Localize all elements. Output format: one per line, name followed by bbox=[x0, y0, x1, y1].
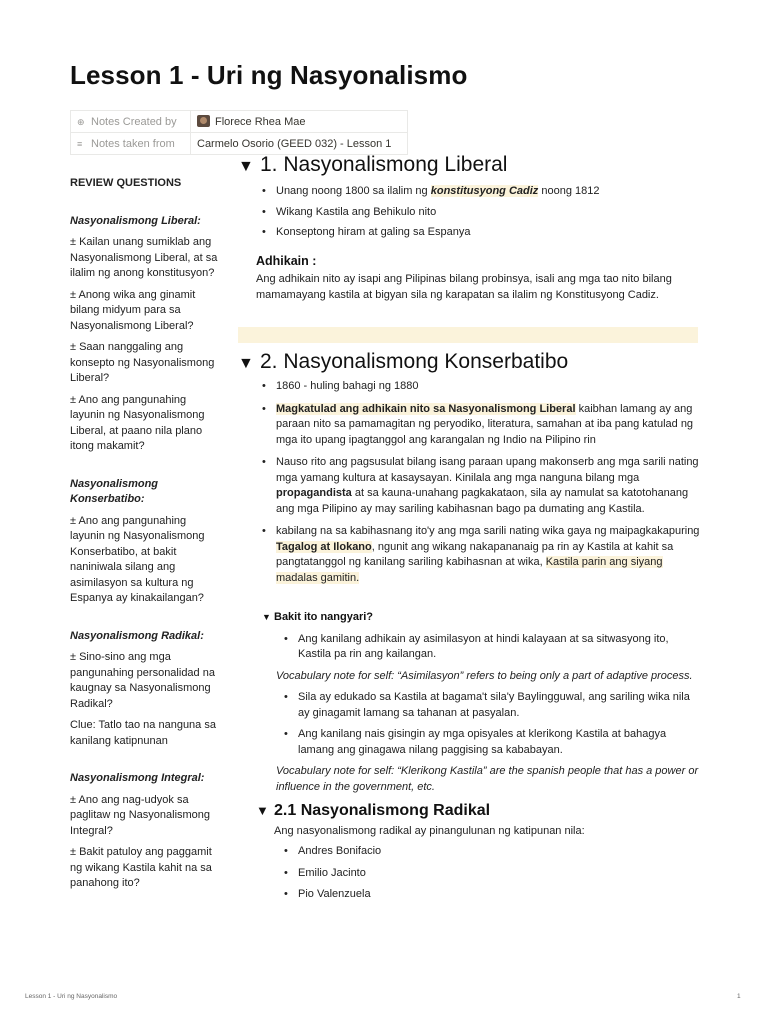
review-section-title: Nasyonalismong Konserbatibo: bbox=[70, 477, 159, 505]
highlighted-text: Magkatulad ang adhikain nito sa Nasyonalismong Liberal bbox=[276, 402, 576, 415]
toggle-heading-konserbatibo[interactable] bbox=[238, 347, 700, 377]
list-item: • Pio Valenzuela bbox=[238, 887, 700, 903]
heading-text: Bakit ito nangyari? bbox=[274, 611, 374, 623]
triangle-down-icon[interactable]: ▼ bbox=[256, 803, 269, 818]
review-question: ± Kailan unang sumiklab ang Nasyonalismong Liberal, at sa ilalim ng anong konstitusyon? bbox=[70, 236, 218, 279]
bullet-list bbox=[238, 632, 700, 663]
highlight-callout bbox=[238, 327, 698, 343]
notes-column bbox=[238, 150, 700, 903]
review-section-title: Nasyonalismong Liberal: bbox=[70, 214, 201, 227]
heading-text: 2. Nasyonalismong Konserbatibo bbox=[260, 350, 569, 373]
avatar bbox=[197, 115, 210, 127]
property-label: Notes taken from bbox=[91, 137, 175, 150]
text-icon: ≡ bbox=[77, 138, 83, 149]
highlighted-text: Tagalog at Ilokano bbox=[276, 540, 372, 553]
heading-text: 1. Nasyonalismong Liberal bbox=[260, 153, 508, 176]
toggle-heading-radikal[interactable] bbox=[256, 803, 700, 819]
review-clue: Clue: Tatlo tao na nanguna sa kanilang katipnunan bbox=[70, 719, 216, 747]
footer-title: Lesson 1 - Uri ng Nasyonalismo bbox=[25, 993, 118, 1000]
list-item: • Konseptong hiram at galing sa Espanya bbox=[238, 225, 700, 241]
list-item: • 1860 - huling bahagi ng 1880 bbox=[238, 379, 700, 395]
review-question: ± Anong wika ang ginamit bilang midyum para sa Nasyonalismong Liberal? bbox=[70, 288, 196, 332]
list-item: • Nauso rito ang pagsusulat bilang isang paraan upang makonserb ang mga sarili nating mga yamang kultura at kasaysayan. Kinilala ang mga nanguna bilang mga propagandista at sa kauna-unahang pagkakataon, sila ay namulat sa katotohanang ang mga Pilipino ay may sariling kabihasnan bago pa dumating ang Kastila. bbox=[238, 455, 700, 517]
review-heading: REVIEW QUESTIONS bbox=[70, 177, 182, 189]
list-item: • Wikang Kastila ang Behikulo nito bbox=[238, 205, 700, 221]
property-key bbox=[71, 111, 191, 133]
vocabulary-note: Vocabulary note for self: “Asimilasyon” refers to being only a part of adaptive process. bbox=[276, 669, 693, 682]
property-key bbox=[71, 133, 191, 155]
review-column bbox=[70, 176, 220, 898]
list-item: • Ang kanilang nais gisingin ay mga opisyales at klerikong Kastila at bahagya lamang ang ginagawa nilang paggising sa kababayan. bbox=[238, 727, 700, 758]
toggle-heading-liberal[interactable] bbox=[238, 150, 700, 180]
page-number: 1 bbox=[737, 993, 741, 1000]
review-question: ± Sino-sino ang mga pangunahing personalidad na kaugnay sa Nasyonalismong Radikal? bbox=[70, 651, 215, 710]
review-question: ± Ano ang pangunahing layunin ng Nasyonalismong Liberal, at paano nila plano itong makamit? bbox=[70, 393, 205, 452]
list-item: • Unang noong 1800 sa ilalim ng konstitusyong Cadiz noong 1812 bbox=[238, 184, 700, 200]
bullet-list bbox=[238, 184, 700, 241]
property-value[interactable] bbox=[191, 111, 408, 133]
property-label: Notes Created by bbox=[91, 115, 177, 128]
list-item: • Ang kanilang adhikain ay asimilasyon at hindi kalayaan at sa sitwasyong ito, Kastila pa rin ang kailangan. bbox=[238, 632, 700, 663]
list-item: • Sila ay edukado sa Kastila at bagama't sila'y Baylingguwal, ang sariling wika nila ay ginagamit lamang sa tahanan at pasyalan. bbox=[238, 690, 700, 721]
list-item: • Andres Bonifacio bbox=[238, 844, 700, 860]
bullet-list bbox=[238, 379, 700, 586]
property-row bbox=[71, 111, 408, 133]
review-question: ± Saan nanggaling ang konsepto ng Nasyonalismong Liberal? bbox=[70, 341, 215, 384]
review-question: ± Ano ang nag-udyok sa paglitaw ng Nasyonalismong Integral? bbox=[70, 793, 211, 837]
vocabulary-note: Vocabulary note for self: “Klerikong Kastila” are the spanish people that has a power or influence in the government, etc. bbox=[276, 765, 699, 793]
review-question: ± Ano ang pangunahing layunin ng Nasyonalismong Konserbatibo, at bakit naniniwala silang ang asimilasyon sa kultura ng Espanya ay kinakailangan? bbox=[70, 514, 205, 604]
toggle-heading-bakit[interactable] bbox=[262, 610, 700, 626]
adhikain-text: Ang adhikain nito ay isapi ang Pilipinas bilang probinsya, isali ang mga tao nito bilang mamamayang kastila at bigyan sila ng karapatan sa ilalim ng Konstitusyong Cadiz. bbox=[256, 273, 672, 301]
page-title: Lesson 1 - Uri ng Nasyonalismo bbox=[70, 60, 468, 90]
person-icon: ⊕ bbox=[77, 116, 85, 127]
bullet-list bbox=[238, 844, 700, 903]
triangle-down-icon[interactable]: ▼ bbox=[238, 355, 254, 372]
review-section-title: Nasyonalismong Integral: bbox=[70, 772, 205, 784]
radikal-intro: Ang nasyonalismong radikal ay pinangulunan ng katipunan nila: bbox=[274, 824, 585, 837]
source-name: Carmelo Osorio (GEED 032) - Lesson 1 bbox=[197, 137, 392, 150]
author-name: Florece Rhea Mae bbox=[215, 116, 306, 128]
bullet-list bbox=[238, 690, 700, 758]
list-item: • Magkatulad ang adhikain nito sa Nasyonalismong Liberal kaibhan lamang ay ang paraan nito sa pamamagitan ng peryodiko, literatura, samahan at iba pang katulad ng mga ito upang ipagtanggol ang karangalan ng Indio na Pilipino rin bbox=[238, 402, 700, 449]
heading-text: 2.1 Nasyonalismong Radikal bbox=[274, 802, 491, 819]
properties-table bbox=[70, 110, 408, 155]
highlighted-text: Kastila parin ang siyang madalas gamitin. bbox=[276, 556, 663, 584]
list-item: • kabilang na sa kabihasnang ito'y ang mga sarili nating wika gaya ng maipagkakapuring Tagalog at Ilokano, ngunit ang wikang nakapananaig pa rin ay Kastila at kahit sa pangtatanggol ng kanilang sariling kabihasnan at wika, Kastila parin ang siyang madalas gamitin. bbox=[238, 524, 700, 586]
triangle-down-icon[interactable]: ▼ bbox=[238, 158, 254, 175]
highlighted-text: konstitusyong Cadiz bbox=[430, 185, 539, 197]
review-question: ± Bakit patuloy ang paggamit ng wikang Kastila kahit na sa panahong ito? bbox=[70, 846, 212, 889]
review-section-title: Nasyonalismong Radikal: bbox=[70, 629, 204, 642]
triangle-down-icon[interactable]: ▼ bbox=[262, 612, 271, 622]
adhikain-label: Adhikain : bbox=[256, 253, 317, 268]
list-item: • Emilio Jacinto bbox=[238, 866, 700, 882]
